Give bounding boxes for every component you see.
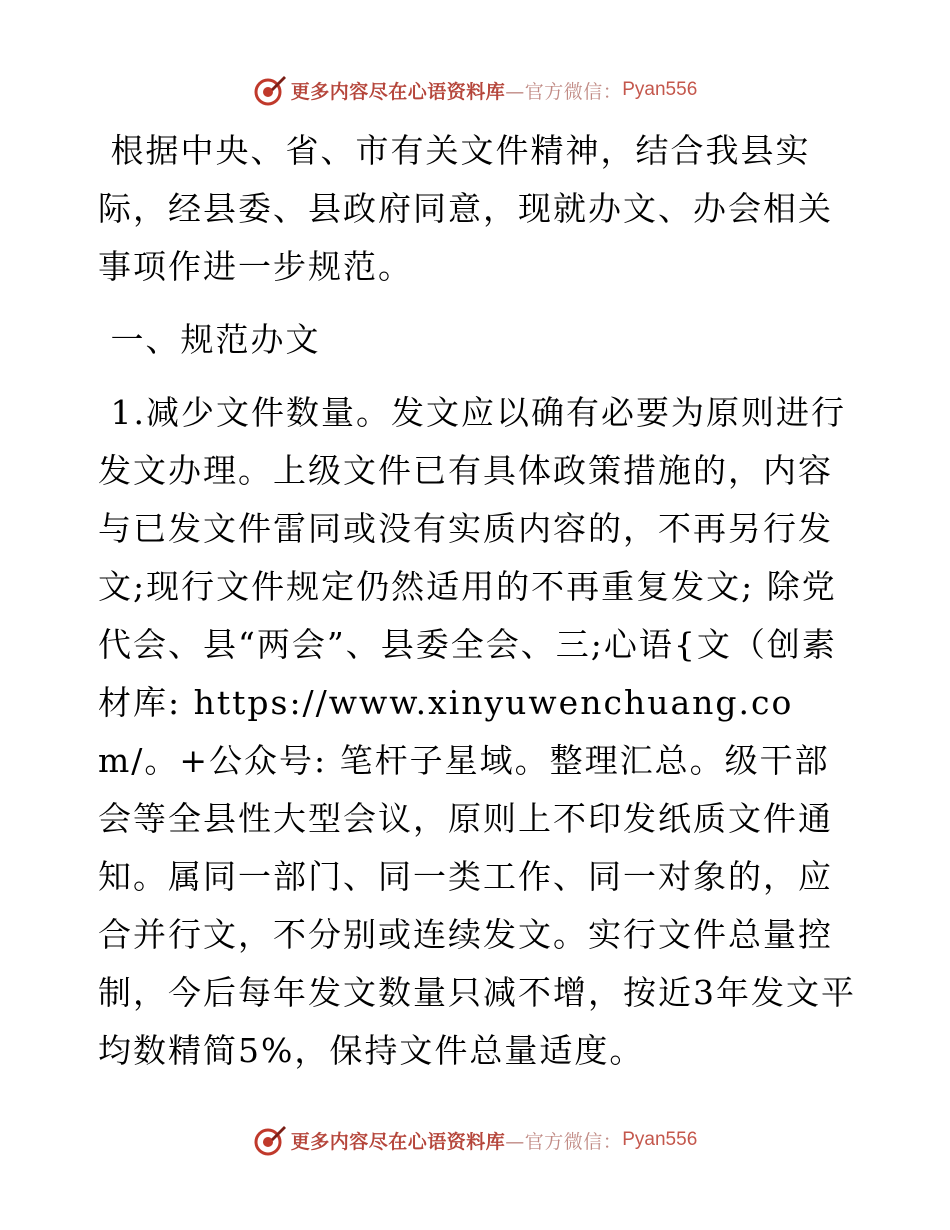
brush-logo-icon xyxy=(253,73,287,107)
intro-paragraph: 根据中央、省、市有关文件精神，结合我县实际，经县委、县政府同意，现就办文、办会相关事项作进一步规范。 xyxy=(98,131,833,286)
body-paragraph: 1.减少文件数量。发文应以确有必要为原则进行发文办理。上级文件已有具体政策措施的，内容与已发文件雷同或没有实质内容的，不再另行发文;现行文件规定仍然适用的不再重复发文; 除党代会、县“两会”、县委全会、三;心语{文（创素材库: https://www.xinyuwenchuang.com/。+公众号: 笔杆子星域。整理汇总。级干部会等全县性大型会议，原则上不印发纸质文件通知。属同一部门、同一类工作、同一对象的，应合并行文，不分别或连续发文。实行文件总量控制，今后每年发文数量只减不增，按近3年发文平均数精简5%，保持文件总量适度。 xyxy=(98,393,856,1070)
header-watermark xyxy=(0,70,950,110)
watermark-wechat-id: Pyan556 xyxy=(622,79,698,100)
document-body xyxy=(98,122,858,1080)
watermark-text: 更多内容尽在心语资料库 xyxy=(290,1130,506,1153)
section-heading: 一、规范办文 xyxy=(98,320,321,359)
brush-logo-icon xyxy=(253,1123,287,1157)
watermark-separator: —官方微信： xyxy=(505,1130,623,1153)
footer-watermark xyxy=(0,1120,950,1160)
watermark-wechat-id: Pyan556 xyxy=(622,1129,698,1150)
watermark-separator: —官方微信： xyxy=(505,80,623,103)
watermark-text: 更多内容尽在心语资料库 xyxy=(290,80,506,103)
